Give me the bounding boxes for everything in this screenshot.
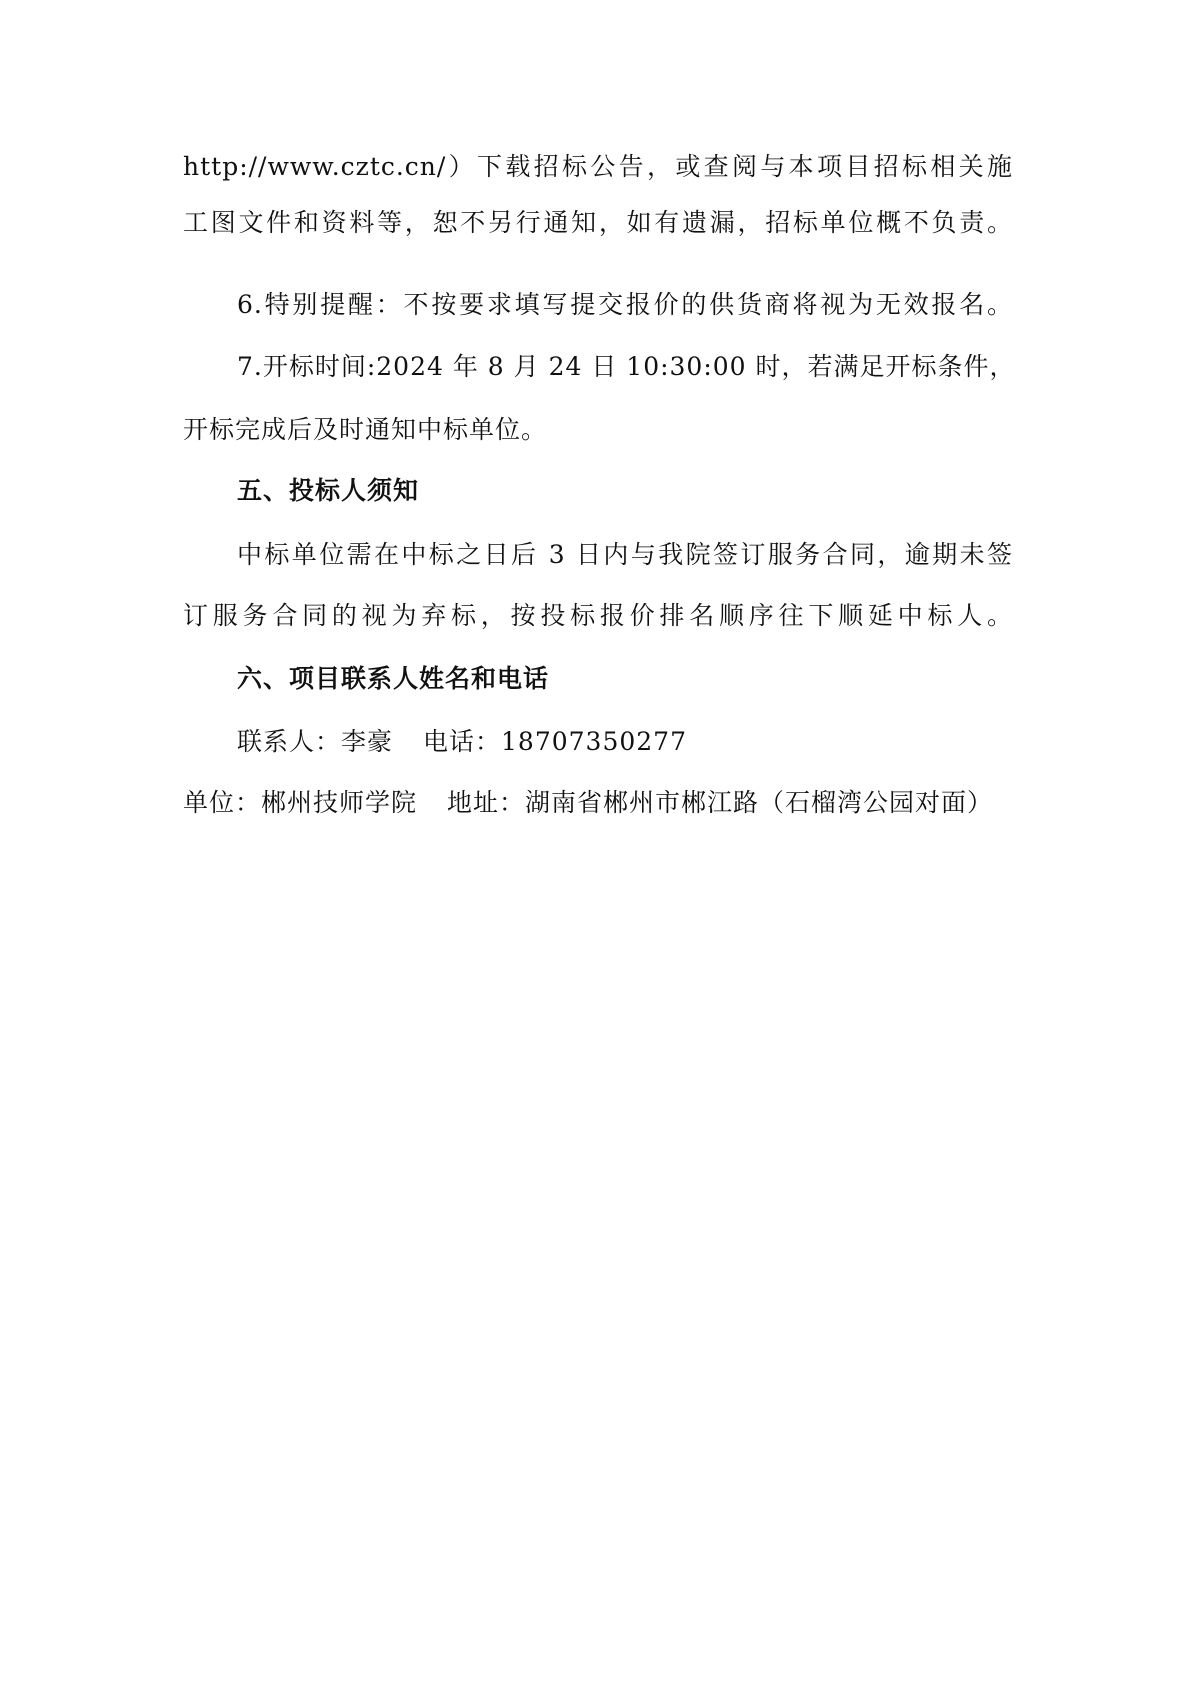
unit-address: 地址：湖南省郴州市郴江路（石榴湾公园对面） bbox=[447, 788, 994, 817]
section-5-paragraph-line-1: 中标单位需在中标之日后 3 日内与我院签订服务合同，逾期未签 bbox=[237, 540, 1013, 569]
contact-line bbox=[237, 726, 1013, 758]
unit-name: 单位：郴州技师学院 bbox=[183, 788, 418, 817]
download-paragraph-line-1: http://www.cztc.cn/）下载招标公告，或查阅与本项目招标相关施 bbox=[183, 152, 1013, 181]
item-7-opening-time-line-1: 7.开标时间:2024 年 8 月 24 日 10:30:00 时，若满足开标条件， bbox=[237, 352, 1016, 381]
unit-address-line bbox=[183, 787, 1013, 819]
contact-person: 联系人：李豪 bbox=[237, 727, 394, 756]
item-6-special-reminder: 6.特别提醒：不按要求填写提交报价的供货商将视为无效报名。 bbox=[237, 290, 1013, 319]
section-5-paragraph-line-2: 订服务合同的视为弃标，按投标报价排名顺序往下顺延中标人。 bbox=[183, 601, 1013, 630]
section-5-heading: 五、投标人须知 bbox=[237, 476, 420, 505]
item-7-opening-time-line-2: 开标完成后及时通知中标单位。 bbox=[183, 415, 548, 444]
contact-phone: 电话：18707350277 bbox=[423, 727, 687, 756]
download-paragraph-line-2: 工图文件和资料等，恕不另行通知，如有遗漏，招标单位概不负责。 bbox=[183, 208, 1013, 237]
section-6-heading: 六、项目联系人姓名和电话 bbox=[237, 664, 550, 693]
